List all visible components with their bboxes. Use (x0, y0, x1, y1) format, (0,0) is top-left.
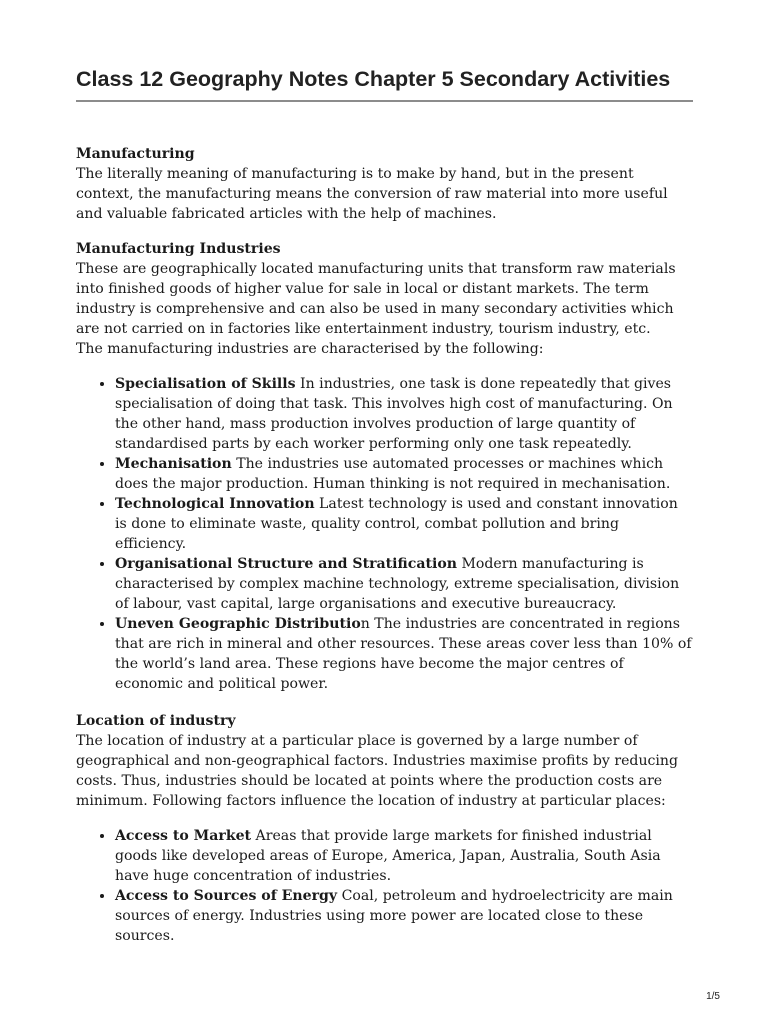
list-item (115, 554, 693, 614)
section-text: The location of industry at a particular place is governed by a large number of geographical and non-geographical factors. Industries maximise profits by reducing costs. Thus, industries should be located at points where the production costs are minimum. Following factors influence the location of industry at particular places: (76, 733, 679, 809)
item-term: Access to Market (115, 828, 252, 844)
section-location (76, 711, 693, 811)
section-heading: Manufacturing Industries (76, 241, 281, 257)
list-item (115, 826, 693, 886)
list-item (115, 454, 693, 494)
page-title: Class 12 Geography Notes Chapter 5 Secondary Activities (76, 66, 693, 102)
list-item (115, 494, 693, 554)
list-item (115, 886, 693, 946)
location-factors-list (76, 826, 693, 946)
page-number: 1/5 (706, 991, 720, 1002)
item-term: Access to Sources of Energy (115, 888, 338, 904)
item-desc: Coal, petroleum and hydroelectricity are main sources of energy. Industries using more power are located close to these sources. (115, 888, 673, 944)
section-heading: Manufacturing (76, 146, 195, 162)
section-intro: The manufacturing industries are characterised by the following: (76, 341, 544, 357)
item-desc: Latest technology is used and constant innovation is done to eliminate waste, quality control, combat pollution and bring efficiency. (115, 496, 678, 552)
section-heading: Location of industry (76, 713, 236, 729)
list-item (115, 374, 693, 454)
list-item (115, 614, 693, 694)
item-desc: n The industries are concentrated in regions that are rich in mineral and other resources. These areas cover less than 10% of the world’s land area. These regions have become the major centres of economic and political power. (115, 616, 692, 692)
item-term: Mechanisation (115, 456, 232, 472)
item-term: Specialisation of Skills (115, 376, 296, 392)
item-desc: In industries, one task is done repeatedly that gives specialisation of doing that task. This involves high cost of manufacturing. On the other hand, mass production involves production of large quantity of standardised parts by each worker performing only one task repeatedly. (115, 376, 673, 452)
item-term: Technological Innovation (115, 496, 315, 512)
item-term: Uneven Geographic Distributio (115, 616, 361, 632)
document-page (76, 66, 693, 963)
item-desc: Areas that provide large markets for finished industrial goods like developed areas of Europe, America, Japan, Australia, South Asia have huge concentration of industries. (115, 828, 661, 884)
item-desc: Modern manufacturing is characterised by complex machine technology, extreme specialisation, division of labour, vast capital, large organisations and executive bureaucracy. (115, 556, 680, 612)
section-manufacturing-industries (76, 239, 693, 359)
characteristics-list (76, 374, 693, 694)
section-text: The literally meaning of manufacturing is to make by hand, but in the present context, the manufacturing means the conversion of raw material into more useful and valuable fabricated articles with the help of machines. (76, 166, 668, 222)
document-body (76, 144, 693, 946)
item-desc: The industries use automated processes or machines which does the major production. Human thinking is not required in mechanisation. (115, 456, 671, 492)
item-term: Organisational Structure and Stratification (115, 556, 457, 572)
section-text: These are geographically located manufacturing units that transform raw materials into finished goods of higher value for sale in local or distant markets. The term industry is comprehensive and can also be used in many secondary activities which are not carried on in factories like entertainment industry, tourism industry, etc. (76, 261, 676, 337)
section-manufacturing (76, 144, 693, 224)
